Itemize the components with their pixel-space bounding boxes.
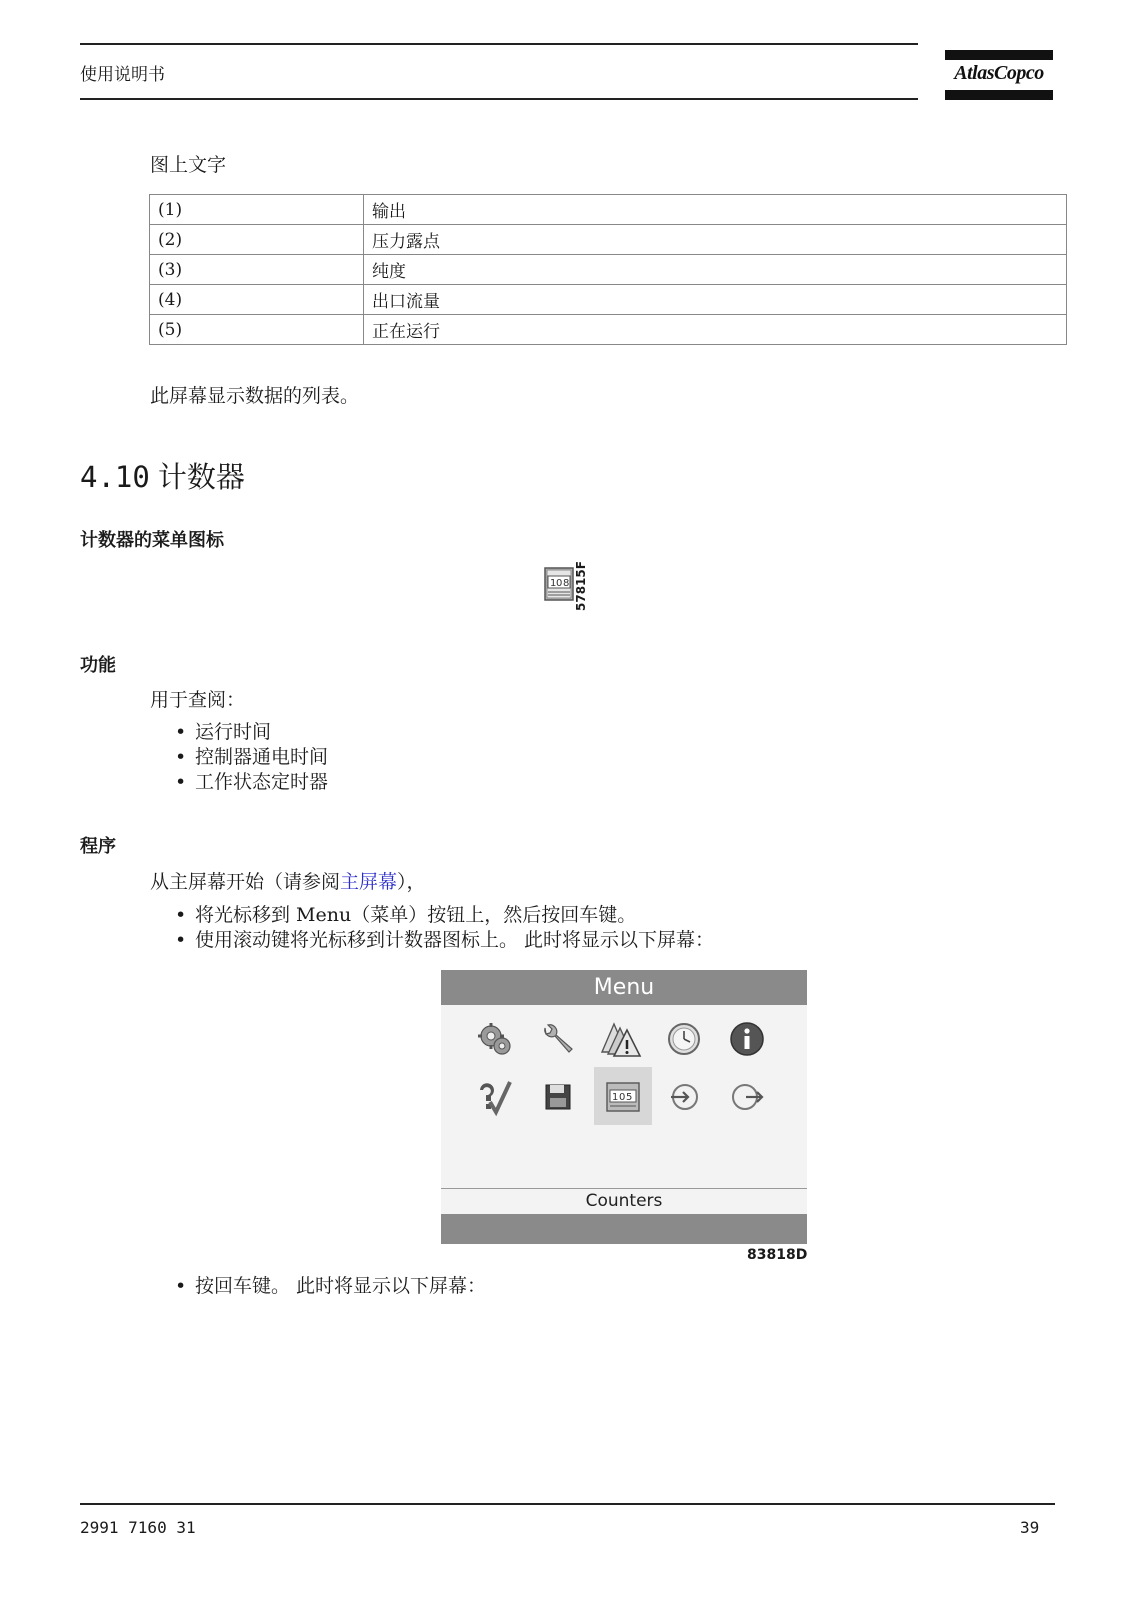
legend-value: 出口流量 [364, 285, 1067, 315]
screen-bottom-bar [441, 1214, 807, 1244]
menu-icon-figure-id: 57815F [574, 561, 588, 611]
svg-text:0: 0 [556, 578, 563, 589]
svg-text:1: 1 [550, 578, 557, 589]
restore-icon[interactable] [663, 1076, 705, 1118]
info-icon[interactable] [726, 1018, 768, 1060]
status-divider [441, 1188, 807, 1189]
wrench-icon[interactable] [537, 1018, 579, 1060]
clock-icon[interactable] [663, 1018, 705, 1060]
page-number: 39 [1020, 1518, 1040, 1537]
logo-text: AtlasCopco [954, 62, 1044, 84]
warning-triangles-icon[interactable] [600, 1018, 642, 1060]
list-item: • 将光标移到 Menu（菜单）按钮上，然后按回车键。 [173, 903, 714, 928]
legend-value: 压力露点 [364, 225, 1067, 255]
svg-text:5: 5 [626, 1092, 633, 1103]
procedure-list [173, 903, 714, 953]
legend-value: 正在运行 [364, 315, 1067, 345]
screen-figure-id: 83818D [747, 1247, 808, 1263]
test-check-icon[interactable] [474, 1076, 516, 1118]
header-bottom-rule [80, 98, 918, 100]
legend-value: 输出 [364, 195, 1067, 225]
screen-title: Menu [441, 970, 807, 1005]
procedure-list-continued [173, 1274, 486, 1299]
legend-key: (4) [150, 285, 364, 315]
menu-icon-heading: 计数器的菜单图标 [80, 530, 224, 551]
settings-gear-icon[interactable] [474, 1018, 516, 1060]
footer-rule [80, 1503, 1055, 1505]
header-title: 使用说明书 [80, 65, 165, 85]
legend-key: (5) [150, 315, 364, 345]
controller-menu-screen [441, 970, 807, 1244]
intro-text: 此屏幕显示数据的列表。 [150, 385, 360, 407]
procedure-lead-text: 从主屏幕开始（请参阅 [150, 871, 341, 893]
list-item: • 工作状态定时器 [173, 770, 328, 795]
function-list [173, 720, 328, 795]
function-lead: 用于查阅： [150, 689, 246, 711]
procedure-heading: 程序 [80, 836, 116, 857]
section-heading [80, 455, 245, 496]
document-number: 2991 7160 31 [80, 1518, 196, 1537]
atlas-copco-logo [945, 50, 1053, 100]
list-item: • 按回车键。 此时将显示以下屏幕： [173, 1274, 486, 1299]
svg-text:1: 1 [612, 1092, 619, 1103]
header-top-rule [80, 43, 918, 45]
counter-icon [544, 567, 574, 605]
legend-key: (3) [150, 255, 364, 285]
section-number: 4.10 [80, 460, 150, 494]
legend-key: (1) [150, 195, 364, 225]
save-disk-icon[interactable] [537, 1076, 579, 1118]
legend-title: 图上文字 [150, 154, 227, 176]
function-heading: 功能 [80, 655, 116, 676]
counter-icon[interactable] [602, 1076, 644, 1118]
table-row [150, 285, 1067, 315]
list-item: • 控制器通电时间 [173, 745, 328, 770]
list-item: • 使用滚动键将光标移到计数器图标上。 此时将显示以下屏幕： [173, 928, 714, 953]
list-item: • 运行时间 [173, 720, 328, 745]
procedure-lead [150, 867, 426, 894]
procedure-lead-tail: ）， [397, 871, 426, 893]
table-row [150, 255, 1067, 285]
main-screen-link[interactable]: 主屏幕 [340, 871, 398, 893]
table-row [150, 315, 1067, 345]
legend-value: 纯度 [364, 255, 1067, 285]
selected-item-label: Counters [585, 1191, 663, 1211]
reset-icon[interactable] [726, 1076, 768, 1118]
svg-text:8: 8 [563, 578, 570, 589]
table-row [150, 225, 1067, 255]
legend-key: (2) [150, 225, 364, 255]
legend-table [149, 194, 1067, 345]
svg-text:0: 0 [619, 1092, 626, 1103]
table-row [150, 195, 1067, 225]
section-title: 计数器 [157, 460, 245, 494]
